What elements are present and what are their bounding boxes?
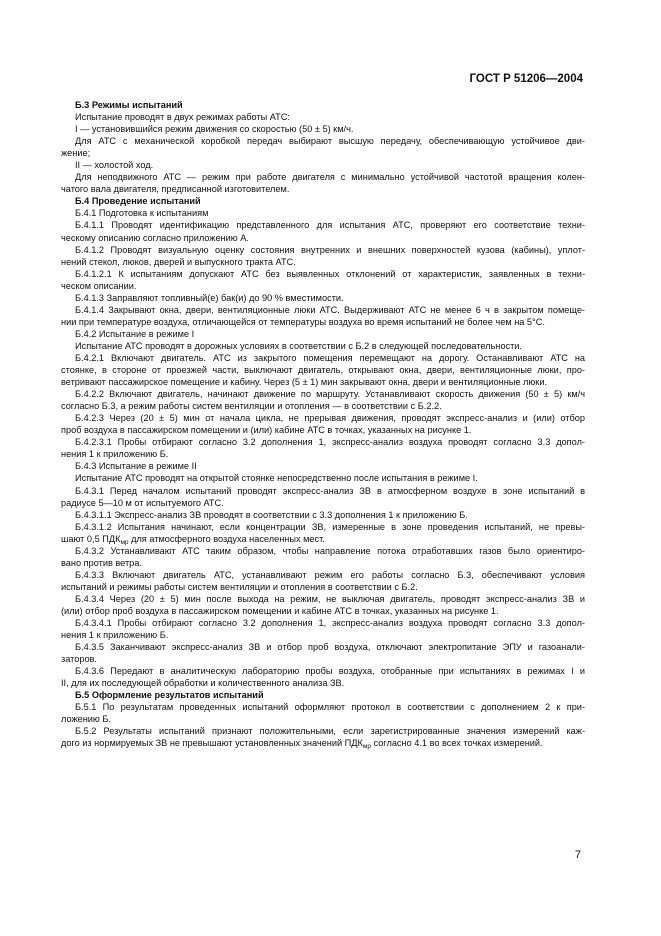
text-line bbox=[75, 412, 585, 424]
line-text: Б.4.3.2 Устанавливают АТС таким образом, чтобы направление потока отработавших газов было ориентиро- bbox=[75, 545, 585, 556]
text-line bbox=[75, 545, 585, 557]
line-text: Б.4.2 Испытание в режиме I bbox=[75, 328, 195, 339]
text-line bbox=[75, 111, 585, 123]
line-text: радиусе 5—10 м от испытуемого АТС. bbox=[61, 497, 224, 508]
line-text: Испытание АТС проводят на открытой стоянке непосредственно после испытания в режиме I. bbox=[75, 473, 478, 484]
section-heading bbox=[75, 689, 585, 701]
text-line bbox=[61, 677, 585, 689]
subscript: мр bbox=[120, 538, 129, 546]
line-text: Б.4.1.2.1 К испытаниям допускают АТС без выявленных отклонений от характеристик, заявленных в техни- bbox=[75, 268, 585, 279]
text-line bbox=[61, 557, 585, 569]
section-heading bbox=[75, 195, 585, 207]
line-text: Б.4 Проведение испытаний bbox=[75, 196, 201, 207]
line-text: испытаний и режимы работы систем вентиляции и отопления в соответствии с Б.2. bbox=[61, 581, 418, 592]
subscript: мр bbox=[362, 743, 371, 751]
line-text: Б.4.3.6 Передают в аналитическую лабораторию пробы воздуха, отобранные при испытаниях в режимах I и bbox=[75, 666, 585, 677]
text-line bbox=[61, 183, 585, 195]
line-text: II — холостой ход. bbox=[75, 160, 154, 171]
page-number: 7 bbox=[574, 849, 581, 861]
text-line bbox=[75, 123, 585, 135]
line-text: Б.4.3.4.1 Пробы отбирают согласно 3.2 дополнения 1, экспресс-анализ воздуха проводят согласно 3.3 допол- bbox=[75, 618, 585, 629]
text-line bbox=[75, 244, 585, 256]
text-line bbox=[61, 448, 585, 460]
text-line bbox=[75, 328, 585, 340]
line-text: (или) отбор проб воздуха в пассажирском помещении и кабине АТС в точках, указанных на рисунке 1. bbox=[61, 605, 499, 616]
text-line bbox=[75, 617, 585, 629]
text-line bbox=[61, 497, 585, 509]
text-line bbox=[75, 725, 585, 737]
text-line bbox=[61, 280, 585, 292]
text-line bbox=[75, 207, 585, 219]
line-text: согласно Б.3, а режим работы систем вентиляции и отопления — в соответствии с Б.2.2. bbox=[61, 401, 442, 412]
line-text: Б.4.3.1.1 Экспресс-анализ ЗВ проводят в соответствии с 3.3 дополнения 1 к приложению Б. bbox=[75, 509, 468, 520]
line-text: Б.4.3 Испытание в режиме II bbox=[75, 461, 197, 472]
line-text-cont: согласно 4.1 во всех точках измерений. bbox=[370, 738, 543, 749]
line-text: Б.4.3.1 Перед началом испытаний проводят экспресс-анализ ЗВ в атмосферном воздухе в зоне испытаний в bbox=[75, 485, 585, 496]
text-line bbox=[61, 653, 585, 665]
text-line bbox=[61, 232, 585, 244]
line-text: Б.4.3.1.2 Испытания начинают, если концентрации ЗВ, измеренные в зоне проведения испытаний, не превы- bbox=[75, 521, 585, 532]
text-line bbox=[75, 292, 585, 304]
text-line bbox=[75, 472, 585, 484]
line-text: нии при температуре воздуха, отличающейся от температуры воздуха во время испытаний не более чем на 5°С. bbox=[61, 316, 545, 327]
text-line bbox=[61, 605, 585, 617]
text-line bbox=[75, 665, 585, 677]
text-line bbox=[61, 147, 585, 159]
text-line bbox=[75, 701, 585, 713]
line-text: ческом описании. bbox=[61, 280, 137, 291]
line-text: шают 0,5 ПДК bbox=[61, 533, 121, 544]
line-text: Б.4.1.3 Заправляют топливный(е) бак(и) до 90 % вместимости. bbox=[75, 292, 344, 303]
line-text: вано против ветра. bbox=[61, 557, 142, 568]
text-line bbox=[61, 533, 585, 545]
text-line bbox=[75, 436, 585, 448]
document-body bbox=[61, 99, 585, 751]
line-text: Испытание проводят в двух режимах работы АТС: bbox=[75, 112, 290, 123]
text-line bbox=[75, 268, 585, 280]
line-text: Для неподвижного АТС — режим при работе двигателя с минимально устойчивой частотой вращения колен- bbox=[75, 172, 585, 183]
text-line bbox=[75, 509, 585, 521]
line-text: Б.4.2.2 Включают двигатель, начинают движение по маршруту. Устанавливают скорость движения (50 ± 5) км/ч bbox=[75, 389, 585, 400]
text-line bbox=[61, 316, 585, 328]
line-text: Б.4.1 Подготовка к испытаниям bbox=[75, 208, 209, 219]
text-line bbox=[61, 424, 585, 436]
line-text: Б.4.3.5 Заканчивают экспресс-анализ ЗВ и отбор проб воздуха, отключают электропитание ЭПУ и газоанали- bbox=[75, 642, 585, 653]
line-text: Б.4.2.1 Включают двигатель. АТС из закрытого помещения перемещают на дорогу. Останавливают АТС на bbox=[75, 352, 585, 363]
line-text: чатого вала двигателя, предписанной изготовителем. bbox=[61, 184, 290, 195]
line-text: ветривают пассажирское помещение и кабину. Через (5 ± 1) мин закрывают окна, двери и вентиляционные люки. bbox=[61, 377, 548, 388]
text-line bbox=[61, 400, 585, 412]
line-text: Испытание АТС проводят в дорожных условиях в соответствии с Б.2 в следующей последовательности. bbox=[75, 340, 522, 351]
text-line bbox=[75, 135, 585, 147]
text-line bbox=[75, 171, 585, 183]
line-text: Б.4.2.3 Через (20 ± 5) мин от начала цикла, не прерывая движения, проводят экспресс-анализ и (или) отбор bbox=[75, 413, 585, 424]
text-line bbox=[61, 256, 585, 268]
text-line bbox=[75, 219, 585, 231]
text-line bbox=[75, 641, 585, 653]
line-text: Б.5.1 По результатам проведенных испытаний оформляют протокол в соответствии с дополнением 2 к при- bbox=[75, 702, 585, 713]
text-line bbox=[75, 304, 585, 316]
line-text: нений стекол, люков, дверей и выпускного тракта АТС. bbox=[61, 256, 296, 267]
section-heading bbox=[75, 99, 585, 111]
line-text: Б.4.1.1 Проводят идентификацию представленного для испытания АТС, проверяют его соответствие техни- bbox=[75, 220, 585, 231]
line-text: дого из нормируемых ЗВ не превышают установленных значений ПДК bbox=[61, 738, 363, 749]
text-line bbox=[61, 713, 585, 725]
line-text: Б.3 Режимы испытаний bbox=[75, 100, 183, 110]
line-text: нения 1 к приложению Б. bbox=[61, 449, 169, 460]
line-text: Б.4.3.4 Через (20 ± 5) мин после выхода на режим, не выключая двигатель, проводят экспресс-анализ ЗВ и bbox=[75, 593, 585, 604]
line-text: Б.4.2.3.1 Пробы отбирают согласно 3.2 дополнения 1, экспресс-анализ воздуха проводят согласно 3.3 допол- bbox=[75, 437, 585, 448]
line-text: II, для их последующей обработки и количественного анализа ЗВ. bbox=[61, 678, 345, 689]
line-text: Для АТС с механической коробкой передач выбирают высшую передачу, обеспечивающую устойчивое дви- bbox=[75, 136, 585, 147]
text-line bbox=[61, 629, 585, 641]
document-header: ГОСТ Р 51206—2004 bbox=[469, 73, 583, 85]
line-text: I — установившийся режим движения со скоростью (50 ± 5) км/ч. bbox=[75, 124, 354, 135]
text-line bbox=[61, 376, 585, 388]
line-text: проб воздуха в пассажирском помещении и (или) кабине АТС в точках, указанных на рисунке 1. bbox=[61, 425, 472, 436]
text-line bbox=[61, 737, 585, 749]
text-line bbox=[61, 364, 585, 376]
line-text: ложению Б. bbox=[61, 714, 111, 725]
line-text-cont: для атмосферного воздуха населенных мест. bbox=[128, 533, 325, 544]
line-text: Б.4.3.3 Включают двигатель АТС, устанавливают режим его работы согласно Б.3, обеспечивают условия bbox=[75, 569, 585, 580]
text-line bbox=[75, 521, 585, 533]
text-line bbox=[75, 485, 585, 497]
text-line bbox=[75, 569, 585, 581]
line-text: нения 1 к приложению Б. bbox=[61, 630, 169, 641]
line-text: Б.4.1.4 Закрывают окна, двери, вентиляционные люки АТС. Выдерживают АТС не менее 6 ч в закрытом помеще- bbox=[75, 304, 585, 315]
line-text: Б.5.2 Результаты испытаний признают положительными, если зарегистрированные значения измерений каж- bbox=[75, 726, 585, 737]
text-line bbox=[75, 340, 585, 352]
text-line bbox=[75, 159, 585, 171]
text-line bbox=[61, 581, 585, 593]
line-text: Б.4.1.2 Проводят визуальную оценку состояния внутренних и внешних поверхностей кузова (кабины), уплот- bbox=[75, 244, 585, 255]
text-line bbox=[75, 593, 585, 605]
line-text: Б.5 Оформление результатов испытаний bbox=[75, 690, 264, 701]
text-line bbox=[75, 460, 585, 472]
text-line bbox=[75, 352, 585, 364]
line-text: заторов. bbox=[61, 654, 97, 665]
line-text: жение; bbox=[61, 148, 91, 159]
line-text: стоянке, в стороне от проезжей части, выключают двигатель, открывают окна, двери, вентиляционные люки, про- bbox=[61, 365, 585, 376]
line-text: ческому описанию согласно приложению А. bbox=[61, 232, 249, 243]
text-line bbox=[75, 388, 585, 400]
